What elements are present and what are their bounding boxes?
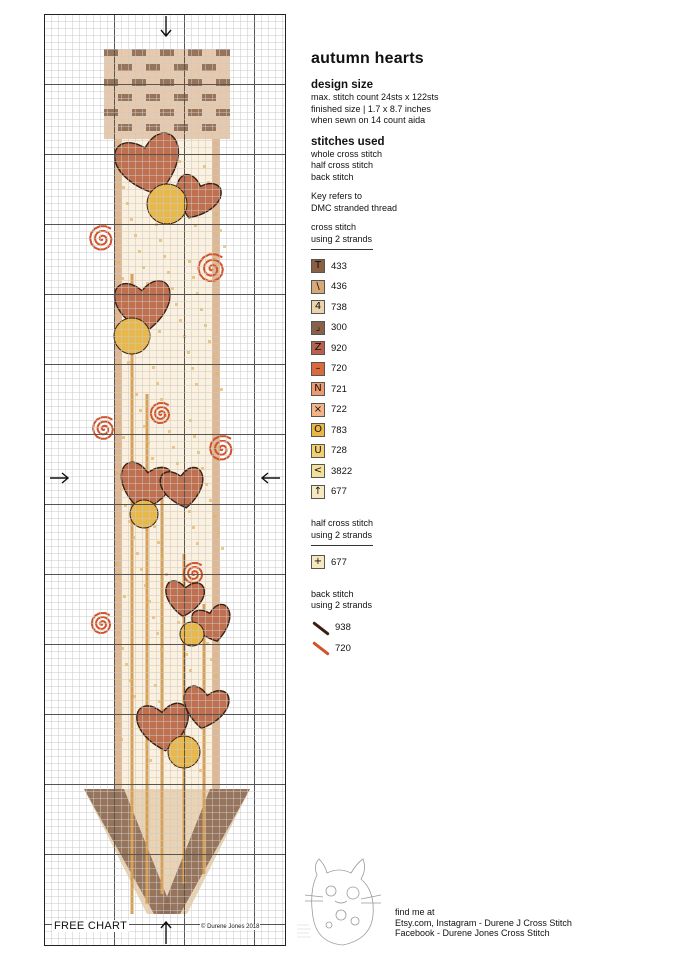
cross-stitch-row-433	[311, 256, 671, 277]
cross-stitch-symbol-swatch: ×	[311, 403, 325, 417]
cat-illustration	[295, 855, 387, 947]
speckle	[158, 330, 161, 333]
copyright-credit: © Durene Jones 2018	[201, 924, 260, 930]
cross-stitch-key	[311, 222, 671, 502]
cross-stitch-row-436	[311, 277, 671, 298]
speckle	[209, 499, 212, 502]
back-stitch-row-938	[311, 618, 671, 639]
cross-stitch-symbol-swatch: T	[311, 259, 325, 273]
stripe-cell	[188, 49, 202, 56]
divider	[311, 545, 373, 546]
half-cross-key	[311, 518, 671, 573]
stripe-cell	[202, 124, 216, 131]
speckle	[192, 276, 195, 279]
speckle	[216, 372, 219, 375]
cross-stitch-code: 433	[331, 260, 347, 272]
cross-stitch-row-721	[311, 379, 671, 400]
stripe-cell	[104, 49, 118, 56]
speckle	[185, 653, 188, 656]
cross-stitch-code: 3822	[331, 465, 353, 477]
cross-stitch-row-677	[311, 482, 671, 503]
cross-stitch-code: 677	[331, 486, 347, 498]
back-stitch-list	[311, 618, 671, 659]
cross-stitch-row-728	[311, 441, 671, 462]
cross-stitch-code: 300	[331, 322, 347, 334]
speckle	[193, 435, 196, 438]
key-note	[311, 191, 671, 214]
cross-stitch-row-300	[311, 318, 671, 339]
stripe-cell	[132, 49, 146, 56]
back-stitch-line-icon	[311, 620, 329, 636]
cross-stitch-row-783	[311, 420, 671, 441]
half-cross-strands: using 2 strands	[311, 529, 373, 540]
cross-stitch-symbol-swatch: 4	[311, 300, 325, 314]
find-me-label: find me at	[395, 907, 435, 917]
back-stitch-label: back stitch	[311, 588, 354, 599]
stripe-cell	[160, 49, 174, 56]
stripe-cell	[174, 124, 188, 131]
speckle	[208, 340, 211, 343]
aida-count-text: when sewn on 14 count aida	[311, 115, 426, 125]
speckle	[115, 563, 118, 566]
half-cross-row-677	[311, 552, 671, 573]
cross-stitch-symbol-swatch: <	[311, 464, 325, 478]
speckle	[145, 743, 148, 746]
speckle	[214, 674, 217, 677]
stitches-used-section	[311, 135, 671, 184]
speckle	[220, 388, 223, 391]
cross-stitch-symbol-swatch: –	[311, 362, 325, 376]
cross-stitch-symbol-swatch: \	[311, 280, 325, 294]
cross-stitch-row-722	[311, 400, 671, 421]
cross-stitch-symbol-swatch: U	[311, 444, 325, 458]
heart-center	[114, 318, 150, 354]
cross-stitch-list	[311, 256, 671, 502]
key-note-line2: DMC stranded thread	[311, 202, 398, 213]
center-arrow-bottom	[161, 922, 171, 944]
cross-stitch-code: 783	[331, 424, 347, 436]
cross-stitch-row-920	[311, 338, 671, 359]
speckle	[160, 648, 163, 651]
key-note-line1: Key refers to	[311, 191, 363, 201]
stripe-cell	[118, 64, 132, 71]
design-size-section	[311, 78, 671, 127]
stripe-cell	[118, 124, 132, 131]
stitch-type-3: back stitch	[311, 171, 354, 182]
stripe-cell	[202, 94, 216, 101]
pattern-title: autumn hearts	[311, 50, 424, 67]
speckle	[116, 472, 119, 475]
speckle	[117, 261, 120, 264]
divider	[311, 249, 373, 250]
stripe-cell	[216, 49, 230, 56]
stitches-used-heading: stitches used	[311, 135, 385, 148]
cross-stitch-code: 722	[331, 404, 347, 416]
half-cross-code: 677	[331, 556, 347, 568]
speckle	[179, 319, 182, 322]
center-arrow-right	[262, 473, 280, 483]
back-stitch-line-icon	[311, 640, 329, 656]
speckle	[130, 218, 133, 221]
cross-stitch-chart	[44, 14, 286, 946]
back-stitch-code: 938	[335, 622, 351, 634]
cross-stitch-row-720	[311, 359, 671, 380]
cross-stitch-code: 920	[331, 342, 347, 354]
cross-stitch-code: 720	[331, 363, 347, 375]
stripe-cell	[202, 64, 216, 71]
etsy-instagram-text: Etsy.com, Instagram - Durene J Cross Stitch	[395, 917, 572, 928]
stripe-cell	[146, 124, 160, 131]
chart-graphic	[44, 14, 286, 946]
speckle	[132, 536, 135, 539]
stripe-cell	[174, 94, 188, 101]
speckle	[213, 515, 216, 518]
speckle	[122, 186, 125, 189]
cross-stitch-strands: using 2 strands	[311, 233, 373, 244]
half-cross-list	[311, 552, 671, 573]
speckle	[139, 409, 142, 412]
back-stitch-key	[311, 589, 671, 659]
speckle	[157, 541, 160, 544]
stitch-count-text: max. stitch count 24sts x 122sts	[311, 92, 439, 102]
center-arrow-top	[161, 16, 171, 36]
speckle	[215, 213, 218, 216]
back-stitch-code: 720	[335, 642, 351, 654]
speckle	[116, 722, 119, 725]
cross-stitch-symbol-swatch: N	[311, 382, 325, 396]
cross-stitch-code: 738	[331, 301, 347, 313]
back-stitch-strands: using 2 strands	[311, 600, 373, 610]
heart-center	[180, 622, 204, 646]
stitch-type-2: half cross stitch	[311, 160, 374, 170]
cross-stitch-row-3822	[311, 461, 671, 482]
speckle	[187, 351, 190, 354]
design-size-heading: design size	[311, 79, 373, 91]
stitch-type-1: whole cross stitch	[311, 148, 383, 159]
heart-center	[147, 184, 187, 224]
speckle	[192, 526, 195, 529]
speckle	[188, 260, 191, 263]
cross-stitch-code: 728	[331, 445, 347, 457]
stripe-cell	[146, 94, 160, 101]
speckle	[122, 436, 125, 439]
cross-stitch-symbol-swatch: ↑	[311, 485, 325, 499]
cross-stitch-code: 436	[331, 281, 347, 293]
free-chart-label: FREE CHART	[54, 920, 128, 932]
back-stitch-row-720	[311, 638, 671, 659]
cross-stitch-row-738	[311, 297, 671, 318]
stripe-cell	[174, 64, 188, 71]
cross-stitch-label: cross stitch	[311, 222, 357, 232]
contact-info	[395, 907, 572, 939]
cross-stitch-symbol-swatch: Z	[311, 341, 325, 355]
banner-left-border	[114, 139, 122, 789]
cross-stitch-symbol-swatch: ⌟	[311, 321, 325, 335]
half-cross-label: half cross stitch	[311, 518, 374, 528]
half-cross-symbol-swatch: +	[311, 555, 325, 569]
cross-stitch-symbol-swatch: O	[311, 423, 325, 437]
facebook-text: Facebook - Durene Jones Cross Stitch	[395, 928, 550, 938]
finished-size-text: finished size | 1.7 x 8.7 inches	[311, 103, 431, 114]
stripe-cell	[118, 94, 132, 101]
cross-stitch-code: 721	[331, 383, 347, 395]
speckle	[159, 239, 162, 242]
speckle	[221, 547, 224, 550]
stripe-cell	[146, 64, 160, 71]
speckle	[144, 584, 147, 587]
speckle	[152, 366, 155, 369]
speckle	[151, 457, 154, 460]
legend-panel	[311, 50, 671, 659]
speckle	[117, 631, 120, 634]
